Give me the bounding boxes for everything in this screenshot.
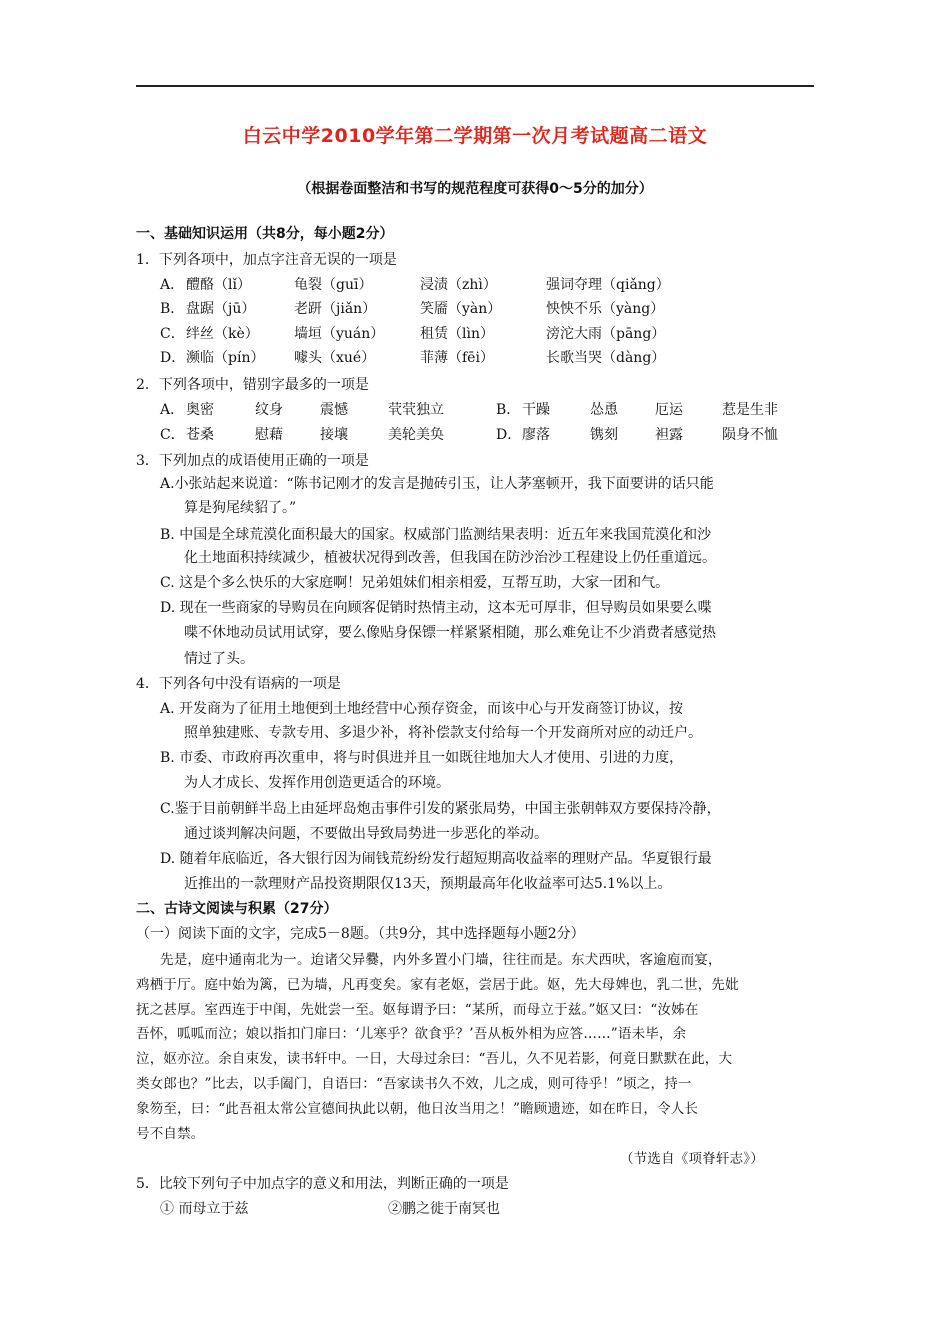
option-line: D. 现在一些商家的导购员在向顾客促销时热情主动，这本无可厚非，但导购员如果要么喋 xyxy=(160,600,712,616)
option-item: 美轮美奂 xyxy=(388,427,444,443)
passage-source: （节选自《项脊轩志》） xyxy=(620,1151,764,1167)
section-heading: 二、古诗文阅读与积累（27分） xyxy=(136,901,338,917)
option-item: 震憾 xyxy=(320,402,348,418)
page-title: 白云中学2010学年第二学期第一次月考试题高二语文 xyxy=(242,125,708,147)
option-line: C. 这是个多么快乐的大家庭啊！兄弟姐妹们相亲相爱，互帮互助，大家一团和气。 xyxy=(160,575,670,591)
option-item: 菲薄（fēi） xyxy=(420,350,494,366)
option-item: 龟裂（guī） xyxy=(294,277,373,293)
option-item: 慰藉 xyxy=(255,427,283,443)
option-line: A.小张站起来说道：“陈书记刚才的发言是抛砖引玉，让人茅塞顿开，我下面要讲的话只能 xyxy=(160,476,714,492)
option-line: 化土地面积持续减少，植被状况得到改善，但我国在防沙治沙工程建设上仍任重道远。 xyxy=(184,550,716,566)
question-stem: 5．比较下列句子中加点字的意义和用法，判断正确的一项是 xyxy=(136,1176,509,1192)
option-item: 滂沱大雨（pāng） xyxy=(546,326,666,342)
option-label: A． xyxy=(160,402,185,418)
option-line: 为人才成长、发挥作用创造更适合的环境。 xyxy=(184,775,450,791)
option-item: ① 而母立于兹 xyxy=(160,1201,249,1217)
option-label: B． xyxy=(496,402,521,418)
question-stem: 3．下列加点的成语使用正确的一项是 xyxy=(136,453,369,469)
option-item: 噱头（xué） xyxy=(294,350,376,366)
passage-line: 先是，庭中通南北为一。迨诸父异爨，内外多置小门墙，往往而是。东犬西吠，客逾庖而宴， xyxy=(160,952,722,968)
question-stem: 1．下列各项中，加点字注音无误的一项是 xyxy=(136,252,397,268)
option-line: A. 开发商为了征用土地便到土地经营中心预存资金，而该中心与开发商签订协议，按 xyxy=(160,701,684,717)
option-item: ②鹏之徙于南冥也 xyxy=(388,1201,500,1217)
option-line: D. 随着年底临近，各大银行因为闹钱荒纷纷发行超短期高收益率的理财产品。华夏银行最 xyxy=(160,851,712,867)
option-label: C． xyxy=(160,427,185,443)
passage-line: 抚之甚厚。室西连于中闺，先妣尝一至。妪每谓予曰：“某所，而母立于兹。”妪又曰：“汝姊在 xyxy=(136,1002,699,1018)
option-item: 茕茕独立 xyxy=(388,402,444,418)
passage-line: 吾怀，呱呱而泣；娘以指扣门扉曰：‘儿寒乎？欲食乎？’吾从板外相为应答……”语未毕，余 xyxy=(136,1026,687,1042)
option-line: 情过了头。 xyxy=(184,651,254,667)
option-label: A． xyxy=(160,277,185,293)
option-line: 喋不休地动员试用试穿，要么像贴身保镖一样紧紧相随，那么难免让不少消费者感觉热 xyxy=(184,625,716,641)
option-item: 长歌当哭（dàng） xyxy=(546,350,666,366)
passage-line: 鸡栖于厅。庭中始为篱，已为墙，凡再变矣。家有老妪，尝居于此。妪，先大母婢也，乳二世，先妣 xyxy=(136,977,739,993)
option-item: 袒露 xyxy=(655,427,683,443)
option-item: 醴酪（lǐ） xyxy=(186,277,251,293)
option-item: 纹身 xyxy=(255,402,283,418)
option-item: 墙垣（yuán） xyxy=(294,326,385,342)
question-stem: 2．下列各项中，错别字最多的一项是 xyxy=(136,377,369,393)
option-line: 照单独建账、专款专用、多退少补，将补偿款支付给每一个开发商所对应的动迁户。 xyxy=(184,725,702,741)
option-label: C． xyxy=(160,326,185,342)
option-item: 惹是生非 xyxy=(722,402,778,418)
option-line: B. 市委、市政府再次重申，将与时俱进并且一如既往地加大人才使用、引进的力度， xyxy=(160,750,684,766)
option-item: 陨身不恤 xyxy=(722,427,778,443)
option-item: 苍桑 xyxy=(186,427,214,443)
option-item: 厄运 xyxy=(655,402,683,418)
option-line: 算是狗尾续貂了。” xyxy=(184,500,297,516)
option-item: 老趼（jiǎn） xyxy=(294,301,377,317)
option-item: 租赁（lìn） xyxy=(420,326,494,342)
page-subtitle: （根据卷面整洁和书写的规范程度可获得0～5分的加分） xyxy=(297,181,653,197)
option-item: 绊丝（kè） xyxy=(186,326,259,342)
option-item: 奥密 xyxy=(186,402,214,418)
passage-line: 泣，妪亦泣。余自束发，读书轩中。一日，大母过余曰：“吾儿，久不见若影，何竟日默默在此，大 xyxy=(136,1051,733,1067)
option-item: 接壤 xyxy=(320,427,348,443)
option-item: 濒临（pín） xyxy=(186,350,265,366)
passage-line: 号不自禁。 xyxy=(136,1126,205,1142)
option-item: 干躁 xyxy=(522,402,550,418)
option-line: 近推出的一款理财产品投资期限仅13天，预期最高年化收益率可达5.1%以上。 xyxy=(184,876,672,892)
option-line: B. 中国是全球荒漠化面积最大的国家。权威部门监测结果表明：近五年来我国荒漠化和沙 xyxy=(160,527,712,543)
section-heading: 一、基础知识运用（共8分，每小题2分） xyxy=(136,226,394,242)
option-item: 廖落 xyxy=(522,427,550,443)
passage-line: 类女郎也？”比去，以手阖门，自语曰：“吾家读书久不效，儿之成，则可待乎！”顷之，持一 xyxy=(136,1076,692,1092)
question-stem: 4．下列各句中没有语病的一项是 xyxy=(136,676,341,692)
option-label: B． xyxy=(160,301,185,317)
option-item: 镌刻 xyxy=(590,427,618,443)
option-item: 怂恿 xyxy=(590,402,618,418)
option-item: 盘踞（jū） xyxy=(186,301,256,317)
option-line: 通过谈判解决问题，不要做出导致局势进一步恶化的举动。 xyxy=(184,826,548,842)
option-label: D． xyxy=(496,427,522,443)
part-intro: （一）阅读下面的文字，完成5－8题。（共9分，其中选择题每小题2分） xyxy=(136,926,585,942)
option-item: 浸渍（zhì） xyxy=(420,277,497,293)
option-label: D． xyxy=(160,350,186,366)
header-rule xyxy=(136,85,814,87)
option-item: 怏怏不乐（yàng） xyxy=(546,301,665,317)
option-item: 强词夺理（qiǎng） xyxy=(546,277,670,293)
passage-line: 象笏至，曰：“此吾祖太常公宣德间执此以朝，他日汝当用之！”瞻顾遗迹，如在昨日，令人长 xyxy=(136,1101,699,1117)
option-item: 笑靥（yàn） xyxy=(420,301,502,317)
option-line: C.鉴于目前朝鲜半岛上由延坪岛炮击事件引发的紧张局势，中国主张朝韩双方要保持冷静， xyxy=(160,801,721,817)
